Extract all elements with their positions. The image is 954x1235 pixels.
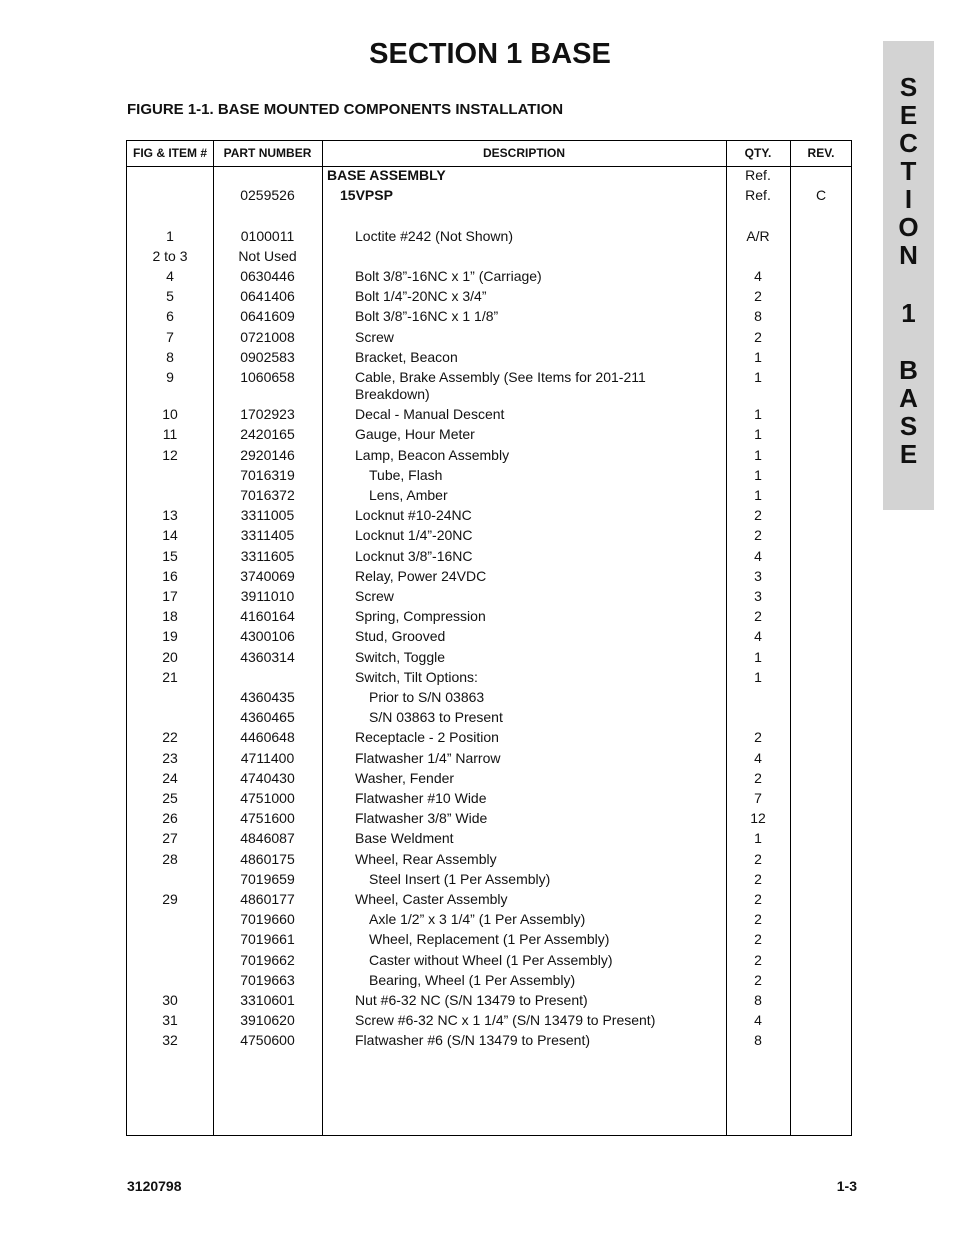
description-cell: Flatwasher #10 Wide	[355, 790, 487, 806]
part-number-cell: 3311005	[240, 507, 295, 524]
qty-cell: 8	[754, 308, 762, 325]
qty-cell: 12	[750, 810, 766, 827]
description-cell: Bolt 1/4”-20NC x 3/4”	[355, 288, 487, 305]
part-number-cell: 1060658	[240, 369, 295, 385]
fig-item-cell: 28	[162, 850, 178, 867]
description-cell: Steel Insert (1 Per Assembly)	[369, 870, 551, 887]
description-cell: Switch, Tilt Options:	[355, 668, 478, 685]
description-cell: BASE ASSEMBLY	[327, 167, 446, 183]
fig-item-cell: 1	[166, 227, 174, 244]
fig-item-cell: 29	[162, 891, 178, 907]
fig-item-cell: 11	[162, 426, 178, 443]
description-cell: Flatwasher 3/8” Wide	[355, 810, 488, 827]
fig-item-cell: 23	[162, 749, 178, 766]
description-cell: 15VPSP	[340, 187, 393, 204]
description-cell: Screw	[355, 588, 394, 604]
fig-item-cell: 12	[162, 446, 178, 463]
part-number-cell: 7019660	[240, 911, 295, 928]
qty-cell: 3	[754, 567, 762, 584]
figure-title: FIGURE 1-1. BASE MOUNTED COMPONENTS INSTALLATION	[127, 101, 564, 118]
part-number-cell: 4460648	[240, 729, 295, 746]
description-cell: Wheel, Rear Assembly	[355, 850, 497, 867]
description-cell: Lens, Amber	[369, 487, 448, 503]
part-number-cell: 7019663	[240, 971, 295, 988]
side-tab-letter: E	[899, 439, 918, 469]
part-number-cell: 3311605	[240, 547, 295, 564]
fig-item-cell: 18	[162, 608, 178, 625]
qty-cell: 1	[754, 348, 762, 365]
part-number-cell: 0641406	[240, 288, 295, 305]
qty-cell: 2	[754, 507, 762, 524]
description-cell: Flatwasher #6 (S/N 13479 to Present)	[355, 1032, 591, 1049]
part-number-cell: 4360465	[240, 709, 295, 726]
description-cell: Receptacle - 2 Position	[355, 729, 499, 746]
qty-cell: 4	[754, 268, 762, 284]
description-cell: Flatwasher 1/4” Narrow	[355, 749, 501, 766]
side-tab-letter: A	[899, 383, 918, 413]
fig-item-cell: 9	[166, 369, 174, 385]
qty-cell: 2	[754, 870, 762, 887]
side-tab-letter: I	[904, 184, 913, 214]
qty-cell: 2	[754, 971, 762, 988]
qty-cell: 1	[754, 830, 762, 847]
description-cell: Bolt 3/8”-16NC x 1” (Carriage)	[355, 268, 542, 284]
fig-item-cell: 16	[162, 567, 178, 584]
qty-cell: 4	[754, 547, 762, 564]
qty-cell: 2	[754, 951, 762, 968]
fig-item-cell: 25	[162, 790, 178, 806]
fig-item-cell: 24	[162, 769, 178, 786]
part-number-cell: 7019659	[240, 870, 295, 887]
description-cell: Washer, Fender	[355, 769, 455, 786]
description-cell: Gauge, Hour Meter	[355, 426, 475, 443]
qty-cell: 2	[754, 729, 762, 746]
description-cell: Base Weldment	[355, 830, 454, 847]
description-cell: Nut #6-32 NC (S/N 13479 to Present)	[355, 992, 588, 1008]
column-divider	[790, 141, 791, 1135]
part-number-cell: 4751000	[240, 790, 295, 806]
qty-cell: 1	[754, 369, 762, 385]
description-cell: Caster without Wheel (1 Per Assembly)	[369, 951, 613, 968]
fig-item-cell: 30	[162, 992, 178, 1008]
part-number-cell: 4846087	[240, 830, 295, 847]
part-number-cell: 4740430	[240, 769, 295, 786]
qty-cell: 2	[754, 288, 762, 305]
qty-cell: 3	[754, 588, 762, 604]
fig-item-cell: 31	[162, 1012, 178, 1029]
qty-cell: Ref.	[745, 187, 771, 204]
fig-item-cell: 2 to 3	[152, 247, 188, 264]
part-number-cell: 3310601	[240, 992, 295, 1008]
qty-cell: 2	[754, 328, 762, 345]
header-qty: QTY.	[744, 146, 772, 160]
page-number: 1-3	[836, 1178, 857, 1194]
part-number-cell: 4860175	[240, 850, 295, 867]
section-side-tab	[883, 41, 934, 510]
qty-cell: 2	[754, 931, 762, 948]
qty-cell: 1	[754, 406, 762, 423]
description-cell: Cable, Brake Assembly (See Items for 201-211	[355, 369, 646, 385]
qty-cell: 1	[754, 648, 762, 665]
description-cell: Tube, Flash	[369, 466, 443, 483]
description-cell: Bolt 3/8”-16NC x 1 1/8”	[355, 308, 499, 325]
column-divider	[322, 141, 323, 1135]
fig-item-cell: 22	[162, 729, 178, 746]
fig-item-cell: 19	[162, 628, 178, 645]
description-cell: Decal - Manual Descent	[355, 406, 505, 423]
qty-cell: 2	[754, 527, 762, 544]
fig-item-cell: 27	[162, 830, 178, 847]
description-cell: Screw #6-32 NC x 1 1/4” (S/N 13479 to Present)	[355, 1012, 656, 1029]
description-cell: Locknut 1/4”-20NC	[355, 527, 473, 544]
part-number-cell: 4860177	[240, 891, 295, 907]
fig-item-cell: 20	[162, 648, 178, 665]
qty-cell: 8	[754, 992, 762, 1008]
description-cell: Prior to S/N 03863	[369, 689, 485, 705]
part-number-cell: 1702923	[240, 406, 295, 423]
qty-cell: 1	[754, 466, 762, 483]
fig-item-cell: 14	[162, 527, 178, 544]
header-rev: REV.	[807, 146, 835, 160]
part-number-cell: 3311405	[240, 527, 295, 544]
qty-cell: 2	[754, 608, 762, 625]
description-cell: Axle 1/2” x 3 1/4” (1 Per Assembly)	[369, 911, 586, 928]
side-tab-letter: 1	[901, 298, 916, 328]
fig-item-cell: 4	[166, 268, 174, 284]
description-cell: S/N 03863 to Present	[369, 709, 503, 726]
part-number-cell: 2920146	[240, 446, 295, 463]
part-number-cell: 4160164	[240, 608, 295, 625]
qty-cell: 2	[754, 850, 762, 867]
qty-cell: Ref.	[745, 167, 771, 183]
description-cell: Locknut #10-24NC	[355, 507, 472, 524]
part-number-cell: 7016319	[240, 466, 295, 483]
description-cell: Switch, Toggle	[355, 648, 446, 665]
part-number-cell: 4751600	[240, 810, 295, 827]
description-cell: Wheel, Caster Assembly	[355, 891, 508, 907]
part-number-cell: Not Used	[238, 247, 297, 264]
side-tab-letter: O	[898, 212, 919, 242]
description-cell: Spring, Compression	[355, 608, 486, 625]
fig-item-cell: 26	[162, 810, 178, 827]
qty-cell: 7	[754, 790, 762, 806]
side-tab-letter: B	[899, 355, 918, 385]
fig-item-cell: 17	[162, 588, 178, 604]
part-number-cell: 0641609	[240, 308, 295, 325]
qty-cell: 2	[754, 911, 762, 928]
part-number-cell: 0902583	[240, 348, 295, 365]
qty-cell: 4	[754, 749, 762, 766]
description-cell: Bracket, Beacon	[355, 348, 458, 365]
description-cell: Relay, Power 24VDC	[355, 567, 487, 584]
fig-item-cell: 8	[166, 348, 174, 365]
part-number-cell: 0630446	[240, 268, 295, 284]
qty-cell: 8	[754, 1032, 762, 1049]
side-tab-letter: T	[900, 156, 917, 186]
description-cell: Locknut 3/8”-16NC	[355, 547, 473, 564]
fig-item-cell: 15	[162, 547, 178, 564]
description-cell: Loctite #242 (Not Shown)	[355, 227, 513, 244]
qty-cell: 1	[754, 487, 762, 503]
description-cell: Lamp, Beacon Assembly	[355, 446, 510, 463]
description-cell: Wheel, Replacement (1 Per Assembly)	[369, 931, 610, 948]
fig-item-cell: 32	[162, 1032, 178, 1049]
header-part-number: PART NUMBER	[223, 146, 312, 160]
part-number-cell: 0721008	[240, 328, 295, 345]
description-cell: Stud, Grooved	[355, 628, 446, 645]
part-number-cell: 7019662	[240, 951, 295, 968]
qty-cell: 1	[754, 668, 762, 685]
part-number-cell: 0100011	[240, 227, 295, 244]
part-number-cell: 3740069	[240, 567, 295, 584]
qty-cell: 2	[754, 769, 762, 786]
fig-item-cell: 5	[166, 288, 174, 305]
side-tab-letter: N	[899, 240, 918, 270]
fig-item-cell: 7	[166, 328, 174, 345]
part-number-cell: 7016372	[240, 487, 295, 503]
fig-item-cell: 13	[162, 507, 178, 524]
qty-cell: 4	[754, 628, 762, 645]
header-description: DESCRIPTION	[482, 146, 565, 160]
qty-cell: 1	[754, 446, 762, 463]
description-cell: Bearing, Wheel (1 Per Assembly)	[369, 971, 576, 988]
part-number-cell: 3910620	[240, 1012, 295, 1029]
side-tab-letter: S	[899, 72, 918, 102]
document-number: 3120798	[127, 1178, 182, 1194]
part-number-cell: 4360435	[240, 689, 295, 705]
page-title: SECTION 1 BASE	[369, 38, 611, 70]
header-fig-item: FIG & ITEM #	[132, 146, 207, 160]
qty-cell: 4	[754, 1012, 762, 1029]
qty-cell: 1	[754, 426, 762, 443]
fig-item-cell: 21	[162, 668, 178, 685]
rev-cell: C	[815, 187, 827, 204]
side-tab-letter: E	[899, 100, 918, 130]
description-cell-continued: Breakdown)	[355, 386, 430, 402]
parts-table	[126, 140, 852, 1136]
part-number-cell: 4300106	[240, 628, 295, 645]
part-number-cell: 4711400	[240, 749, 295, 766]
fig-item-cell: 10	[162, 406, 178, 423]
qty-cell: A/R	[746, 227, 770, 244]
part-number-cell: 2420165	[240, 426, 295, 443]
description-cell: Screw	[355, 328, 394, 345]
part-number-cell: 0259526	[240, 187, 295, 204]
part-number-cell: 7019661	[240, 931, 295, 948]
part-number-cell: 3911010	[240, 588, 295, 604]
fig-item-cell: 6	[166, 308, 174, 325]
side-tab-letter: S	[899, 411, 918, 441]
side-tab-letter: C	[899, 128, 918, 158]
part-number-cell: 4360314	[240, 648, 295, 665]
part-number-cell: 4750600	[240, 1032, 295, 1049]
qty-cell: 2	[754, 891, 762, 907]
